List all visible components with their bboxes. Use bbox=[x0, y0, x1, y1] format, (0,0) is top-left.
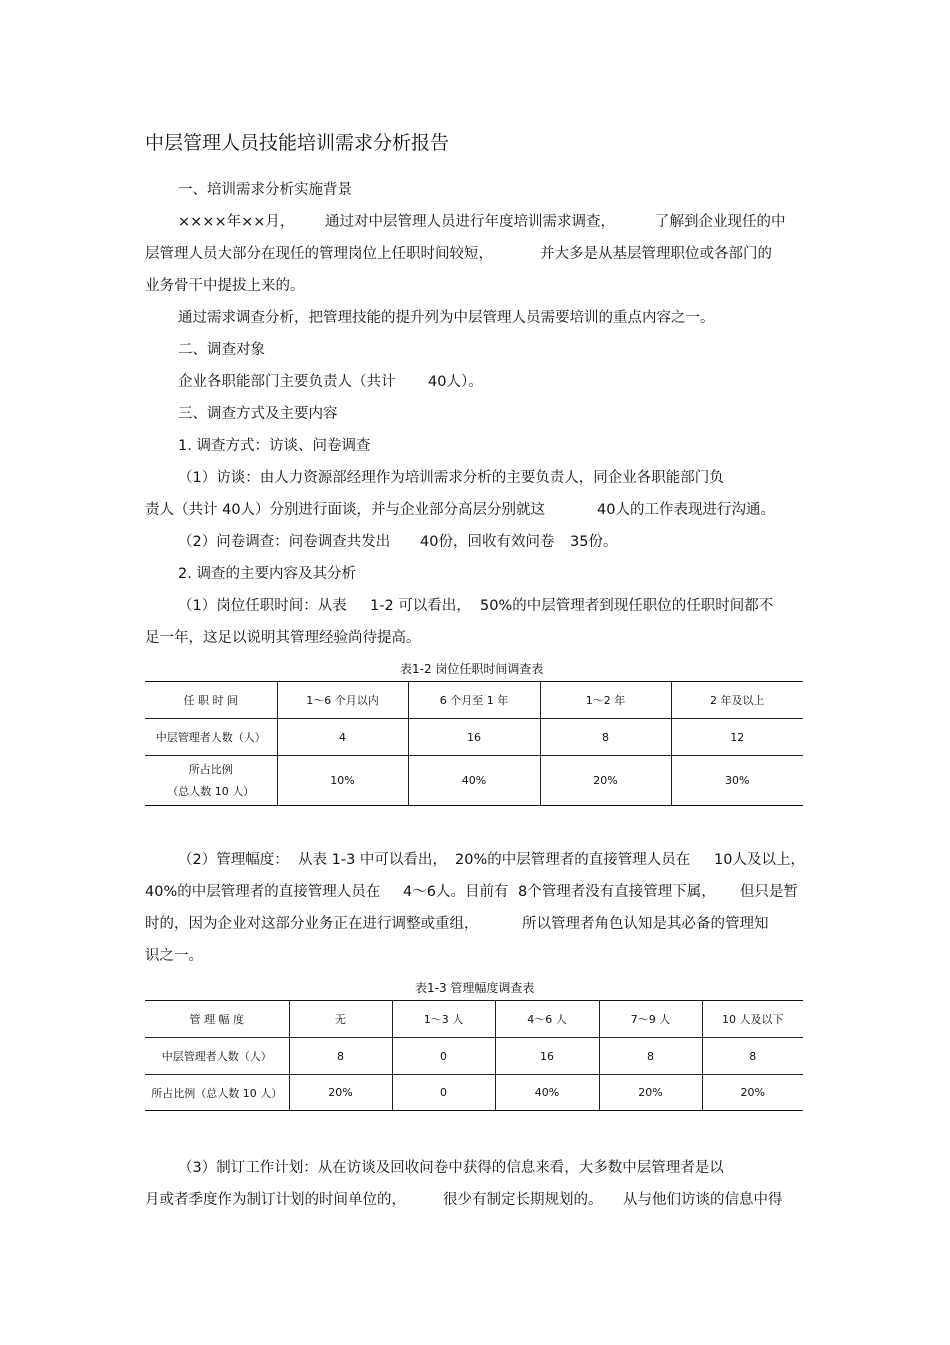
table-2-caption: 表1-3 管理幅度调查表 bbox=[415, 981, 535, 995]
row-label: 中层管理者人数（人） bbox=[145, 719, 277, 756]
span-line-2b: 4～6人。目前有 bbox=[403, 884, 509, 900]
background-line-1a: ××××年××月， bbox=[178, 214, 295, 230]
table-header-row bbox=[145, 1001, 803, 1038]
header-cell: 1～2 年 bbox=[540, 682, 671, 719]
questionnaire-c: 35份。 bbox=[570, 534, 618, 550]
background-line-1c: 了解到企业现任的中 bbox=[655, 214, 786, 230]
header-cell: 无 bbox=[289, 1001, 392, 1038]
span-line-4: 识之一。 bbox=[145, 948, 203, 964]
table-cell: 8 bbox=[702, 1038, 803, 1075]
table-row bbox=[145, 1038, 803, 1075]
table-1-caption: 表1-2 岗位任职时间调查表 bbox=[400, 662, 544, 676]
table-cell: 0 bbox=[392, 1038, 495, 1075]
header-cell: 7～9 人 bbox=[599, 1001, 702, 1038]
plan-line-2c: 从与他们访谈的信息中得 bbox=[623, 1192, 783, 1208]
table-cell: 8 bbox=[540, 719, 671, 756]
table-row bbox=[145, 1075, 803, 1111]
table-cell: 4 bbox=[277, 719, 408, 756]
span-line-3a: 时的，因为企业对这部分业务正在进行调整或重组， bbox=[145, 916, 479, 932]
span-line-2d: 但只是暂 bbox=[740, 884, 798, 900]
span-table bbox=[145, 1000, 803, 1111]
method-heading: 1. 调查方式：访谈、问卷调查 bbox=[178, 438, 371, 454]
row-label: 中层管理者人数（人） bbox=[145, 1038, 289, 1075]
tenure-line-1b: 1-2 可以看出， bbox=[370, 598, 471, 614]
table-cell: 30% bbox=[671, 756, 803, 806]
header-cell: 1～6 个月以内 bbox=[277, 682, 408, 719]
table-cell: 20% bbox=[599, 1075, 702, 1111]
section-3-heading: 三、调查方式及主要内容 bbox=[178, 406, 338, 422]
span-line-2c: 8个管理者没有直接管理下属， bbox=[518, 884, 716, 900]
table-cell: 40% bbox=[408, 756, 540, 806]
background-line-1b: 通过对中层管理人员进行年度培训需求调查， bbox=[325, 214, 615, 230]
row-label bbox=[145, 756, 277, 806]
interview-line-2a: 责人（共计 40人）分别进行面谈，并与企业部分高层分别就这 bbox=[145, 502, 546, 518]
row-label-line-2: （总人数 10 人） bbox=[167, 784, 255, 798]
table-row bbox=[145, 756, 803, 806]
header-cell: 任 职 时 间 bbox=[145, 682, 277, 719]
table-cell: 12 bbox=[671, 719, 803, 756]
header-cell: 2 年及以上 bbox=[671, 682, 803, 719]
questionnaire-b: 40份，回收有效问卷 bbox=[420, 534, 555, 550]
interview-line-2b: 40人的工作表现进行沟通。 bbox=[597, 502, 775, 518]
span-line-3b: 所以管理者角色认知是其必备的管理知 bbox=[522, 916, 769, 932]
header-cell: 10 人及以下 bbox=[702, 1001, 803, 1038]
table-cell: 20% bbox=[289, 1075, 392, 1111]
header-cell: 4～6 人 bbox=[495, 1001, 599, 1038]
row-label-line-1: 所占比例 bbox=[188, 762, 233, 776]
span-line-2a: 40%的中层管理者的直接管理人员在 bbox=[145, 884, 381, 900]
survey-target-a: 企业各职能部门主要负责人（共计 bbox=[178, 374, 396, 390]
background-line-2b: 并大多是从基层管理职位或各部门的 bbox=[540, 246, 772, 262]
report-title: 中层管理人员技能培训需求分析报告 bbox=[145, 132, 450, 154]
table-cell: 10% bbox=[277, 756, 408, 806]
table-cell: 20% bbox=[702, 1075, 803, 1111]
table-cell: 20% bbox=[540, 756, 671, 806]
table-cell: 40% bbox=[495, 1075, 599, 1111]
interview-line-1: （1）访谈：由人力资源部经理作为培训需求分析的主要负责人，同企业各职能部门负 bbox=[178, 470, 724, 486]
content-heading: 2. 调查的主要内容及其分析 bbox=[178, 566, 356, 582]
section-1-heading: 一、培训需求分析实施背景 bbox=[178, 182, 352, 198]
plan-line-2a: 月或者季度作为制订计划的时间单位的， bbox=[145, 1192, 406, 1208]
header-cell: 1～3 人 bbox=[392, 1001, 495, 1038]
span-line-1d: 10人及以上， bbox=[714, 852, 805, 868]
tenure-line-2: 足一年，这足以说明其管理经验尚待提高。 bbox=[145, 630, 421, 646]
header-cell: 6 个月至 1 年 bbox=[408, 682, 540, 719]
table-cell: 8 bbox=[599, 1038, 702, 1075]
tenure-line-1a: （1）岗位任职时间：从表 bbox=[178, 598, 347, 614]
span-line-1a: （2）管理幅度： bbox=[178, 852, 289, 868]
plan-line-1: （3）制订工作计划：从在访谈及回收问卷中获得的信息来看，大多数中层管理者是以 bbox=[178, 1160, 724, 1176]
survey-target-b: 40人）。 bbox=[428, 374, 483, 390]
questionnaire-a: （2）问卷调查：问卷调查共发出 bbox=[178, 534, 391, 550]
header-cell: 管 理 幅 度 bbox=[145, 1001, 289, 1038]
plan-line-2b: 很少有制定长期规划的。 bbox=[443, 1192, 603, 1208]
tenure-table bbox=[145, 681, 803, 806]
table-header-row bbox=[145, 682, 803, 719]
tenure-line-1c: 50%的中层管理者到现任职位的任职时间都不 bbox=[480, 598, 774, 614]
background-line-3: 业务骨干中提拔上来的。 bbox=[145, 278, 305, 294]
table-cell: 16 bbox=[408, 719, 540, 756]
table-cell: 16 bbox=[495, 1038, 599, 1075]
background-line-2a: 层管理人员大部分在现任的管理岗位上任职时间较短， bbox=[145, 246, 493, 262]
span-line-1b: 从表 1-3 中可以看出， bbox=[298, 852, 447, 868]
analysis-conclusion: 通过需求调查分析，把管理技能的提升列为中层管理人员需要培训的重点内容之一。 bbox=[178, 310, 715, 326]
section-2-heading: 二、调查对象 bbox=[178, 342, 265, 358]
table-row bbox=[145, 719, 803, 756]
span-line-1c: 20%的中层管理者的直接管理人员在 bbox=[455, 852, 691, 868]
row-label: 所占比例（总人数 10 人） bbox=[145, 1075, 289, 1111]
table-cell: 8 bbox=[289, 1038, 392, 1075]
table-cell: 0 bbox=[392, 1075, 495, 1111]
